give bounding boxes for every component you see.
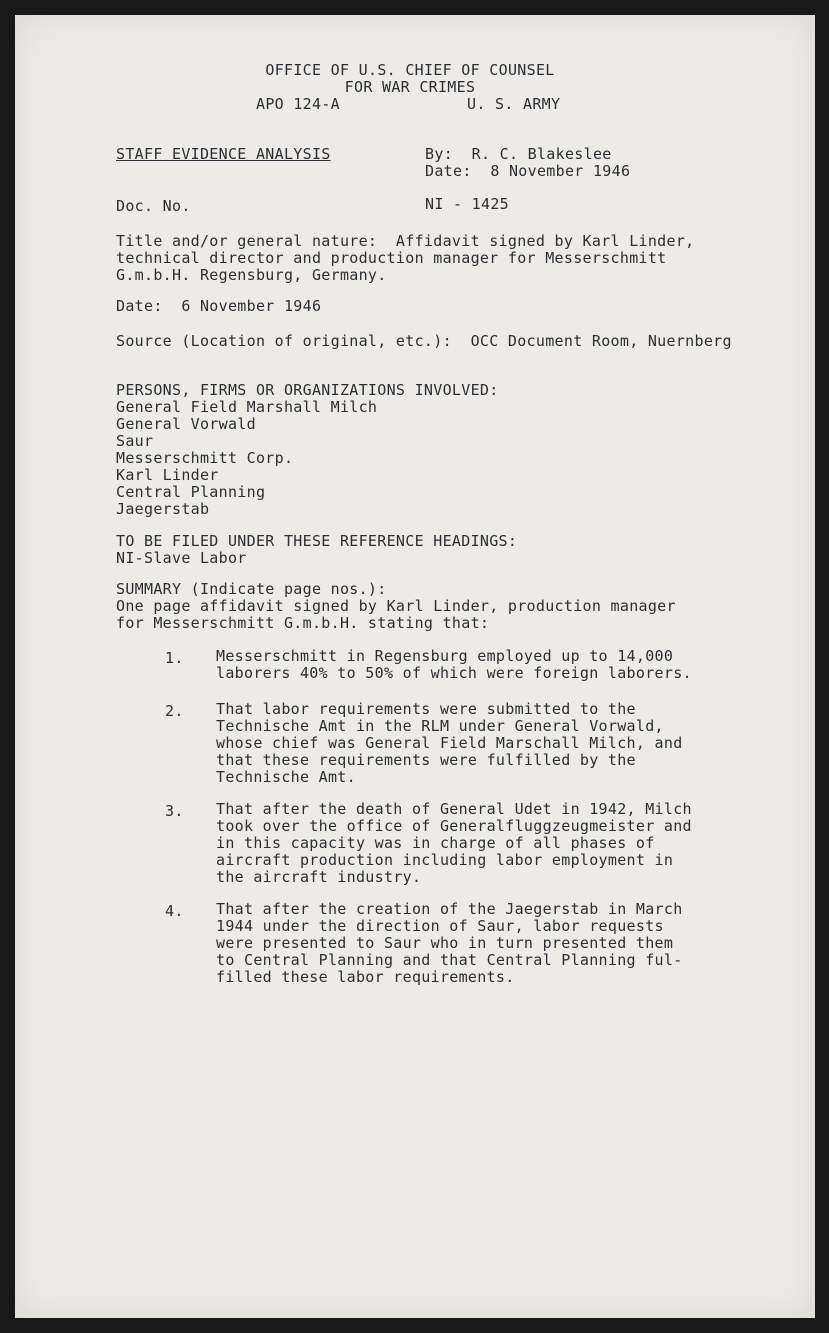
person-item: Karl Linder xyxy=(116,466,219,484)
summary-item-line: Technische Amt in the RLM under General Vorwald, xyxy=(216,717,664,735)
office-line-1: OFFICE OF U.S. CHIEF OF COUNSEL xyxy=(265,61,555,79)
summary-item-line: filled these labor requirements. xyxy=(216,968,515,986)
summary-item-line: That after the creation of the Jaegerstab in March xyxy=(216,900,683,918)
summary-item-number: 4. xyxy=(165,902,184,920)
office-line-2: FOR WAR CRIMES xyxy=(344,78,476,96)
title-nature-line-3: G.m.b.H. Regensburg, Germany. xyxy=(116,266,387,284)
summary-item-line: took over the office of Generalfluggzeugmeister and xyxy=(216,817,692,835)
doc-no-label: Doc. No. xyxy=(116,197,191,215)
analyst-name: By: R. C. Blakeslee xyxy=(425,145,612,163)
summary-item-line: whose chief was General Field Marschall Milch, and xyxy=(216,734,683,752)
summary-item-line: laborers 40% to 50% of which were foreign laborers. xyxy=(216,664,692,682)
summary-intro-line-2: for Messerschmitt G.m.b.H. stating that: xyxy=(116,614,490,632)
person-item: Saur xyxy=(116,432,154,450)
summary-item-line: 1944 under the direction of Saur, labor requests xyxy=(216,917,664,935)
person-item: Messerschmitt Corp. xyxy=(116,449,294,467)
summary-item-line: the aircraft industry. xyxy=(216,868,422,886)
summary-item-number: 3. xyxy=(165,802,184,820)
summary-item-number: 2. xyxy=(165,702,184,720)
person-item: General Field Marshall Milch xyxy=(116,398,378,416)
summary-item-line: that these requirements were fulfilled by the xyxy=(216,751,636,769)
summary-item-line: Messerschmitt in Regensburg employed up to 14,000 xyxy=(216,647,674,665)
title-nature-line-1: Title and/or general nature: Affidavit signed by Karl Linder, xyxy=(116,232,695,250)
person-item: Central Planning xyxy=(116,483,266,501)
title-nature-line-2: technical director and production manager for Messerschmitt xyxy=(116,249,667,267)
summary-item-line: That after the death of General Udet in 1942, Milch xyxy=(216,800,692,818)
summary-item-line: aircraft production including labor employment in xyxy=(216,851,674,869)
analysis-date: Date: 8 November 1946 xyxy=(425,162,631,180)
doc-no-value: NI - 1425 xyxy=(425,195,509,213)
summary-heading: SUMMARY (Indicate page nos.): xyxy=(116,580,387,598)
summary-intro-line-1: One page affidavit signed by Karl Linder, production manager xyxy=(116,597,676,615)
person-item: General Vorwald xyxy=(116,415,256,433)
person-item: Jaegerstab xyxy=(116,500,210,518)
document-date: Date: 6 November 1946 xyxy=(116,297,322,315)
summary-item-line: Technische Amt. xyxy=(216,768,356,786)
reference-value: NI-Slave Labor xyxy=(116,549,247,567)
reference-heading: TO BE FILED UNDER THESE REFERENCE HEADINGS: xyxy=(116,532,518,550)
analysis-title: STAFF EVIDENCE ANALYSIS xyxy=(116,145,331,163)
apo-number: APO 124-A xyxy=(256,95,340,113)
summary-item-number: 1. xyxy=(165,649,184,667)
army-label: U. S. ARMY xyxy=(467,95,561,113)
summary-item-line: That labor requirements were submitted to the xyxy=(216,700,636,718)
summary-item-line: were presented to Saur who in turn presented them xyxy=(216,934,674,952)
persons-heading: PERSONS, FIRMS OR ORGANIZATIONS INVOLVED: xyxy=(116,381,499,399)
summary-item-line: to Central Planning and that Central Planning ful- xyxy=(216,951,683,969)
source-line: Source (Location of original, etc.): OCC Document Room, Nuernberg xyxy=(116,332,732,350)
summary-item-line: in this capacity was in charge of all phases of xyxy=(216,834,655,852)
